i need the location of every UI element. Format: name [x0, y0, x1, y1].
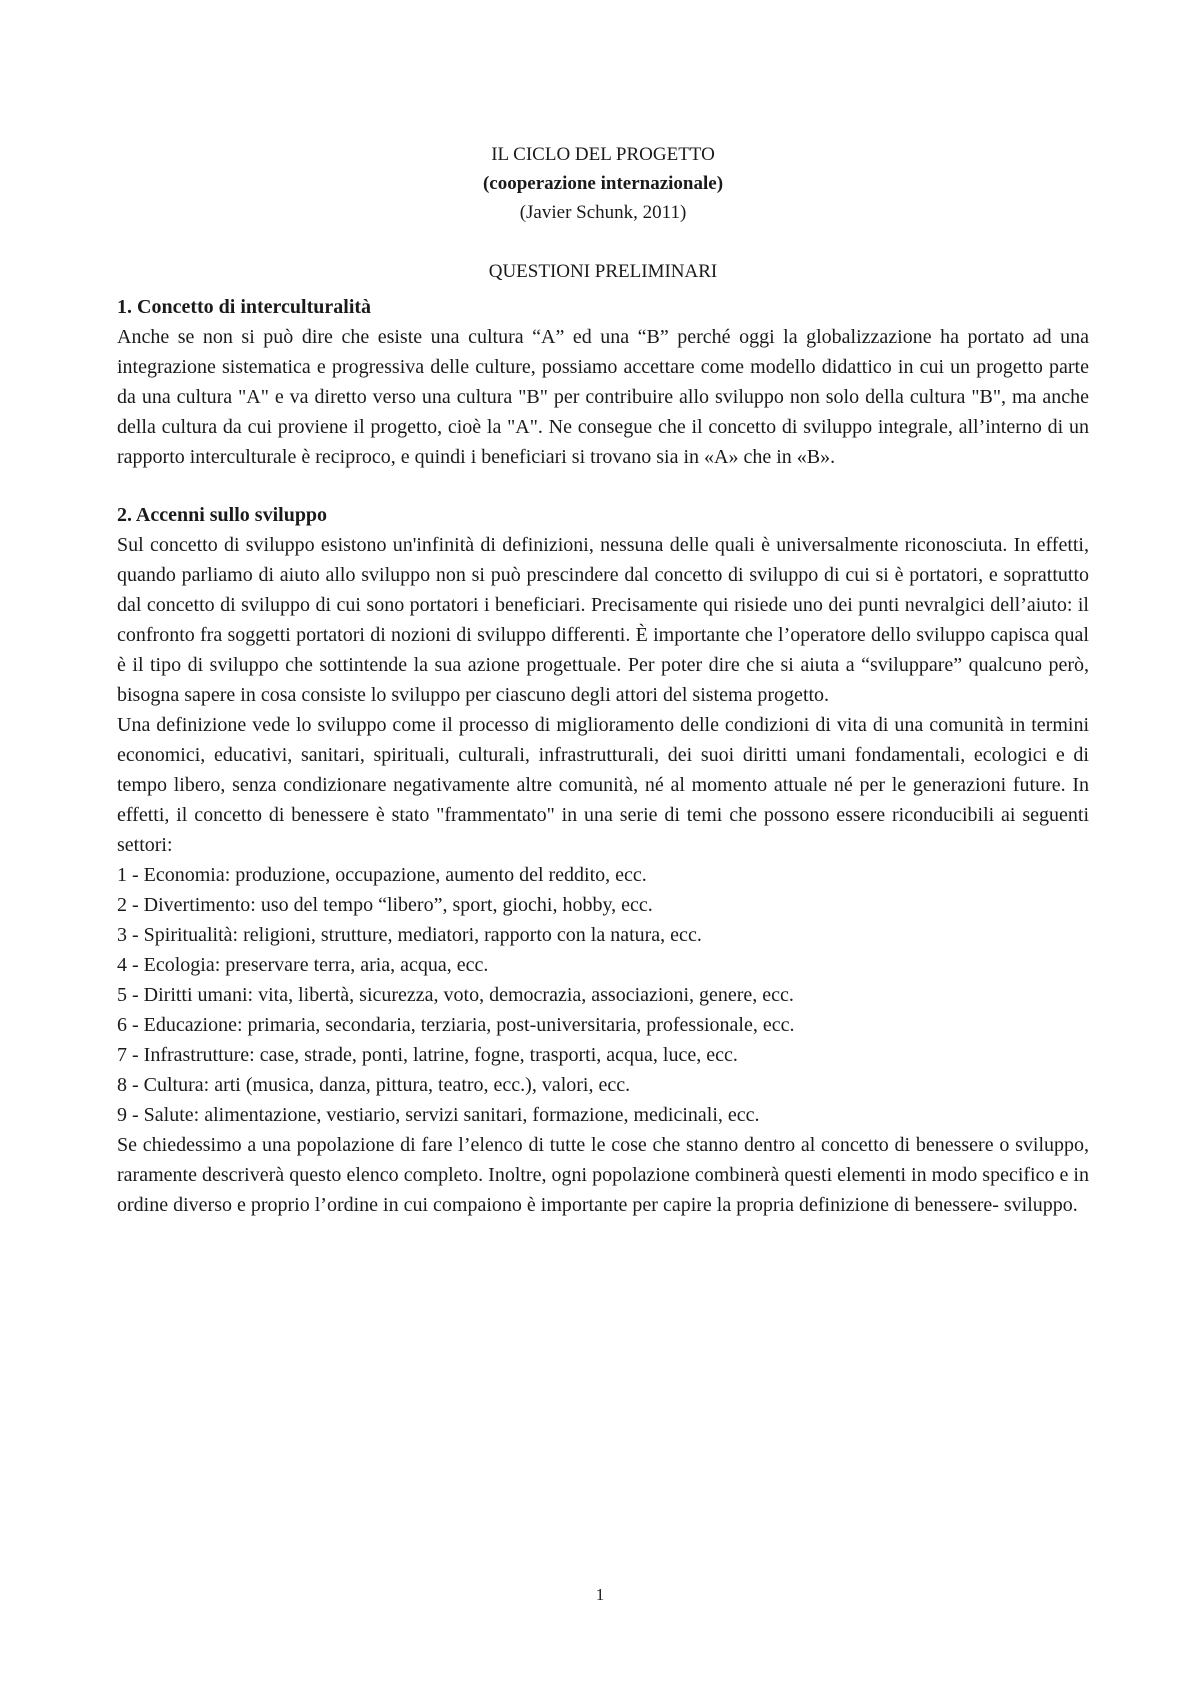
- development-sectors-list: [117, 860, 1089, 1130]
- section-2-paragraph-1: Sul concetto di sviluppo esistono un'infinità di definizioni, nessuna delle quali è universalmente riconosciuta. In effetti, quando parliamo di aiuto allo sviluppo non si può prescindere dal concetto di sviluppo di cui si è portatori, e soprattutto dal concetto di sviluppo di cui sono portatori i beneficiari. Precisamente qui risiede uno dei punti nevralgici dell’aiuto: il confronto fra soggetti portatori di nozioni di sviluppo differenti. È importante che l’operatore dello sviluppo capisca qual è il tipo di sviluppo che sottintende la sua azione progettuale. Per poter dire che si aiuta a “sviluppare” qualcuno però, bisogna sapere in cosa consiste lo sviluppo per ciascuno degli attori del sistema progetto.: [117, 534, 1089, 706]
- section-2-paragraph-2: Una definizione vede lo sviluppo come il processo di miglioramento delle condizioni di vita di una comunità in termini economici, educativi, sanitari, spirituali, culturali, infrastrutturali, dei suoi diritti umani fondamentali, ecologici e di tempo libero, senza condizionare negativamente altre comunità, né al momento attuale né per le generazioni future. In effetti, il concetto di benessere è stato "frammentato" in una serie di temi che possono essere riconducibili ai seguenti settori:: [117, 714, 1089, 856]
- list-item: 7 - Infrastrutture: case, strade, ponti, latrine, fogne, trasporti, acqua, luce, ecc.: [117, 1044, 738, 1066]
- list-item: 1 - Economia: produzione, occupazione, aumento del reddito, ecc.: [117, 864, 647, 886]
- document-author: (Javier Schunk, 2011): [519, 202, 687, 223]
- title-block: [117, 140, 1089, 227]
- main-section-title: QUESTIONI PRELIMINARI: [488, 261, 718, 282]
- section-2-closing-paragraph: Se chiedessimo a una popolazione di fare l’elenco di tutte le cose che stanno dentro al concetto di benessere o sviluppo, raramente descriverà questo elenco completo. Inoltre, ogni popolazione combinerà questi elementi in modo specifico e in ordine diverso e proprio l’ordine in cui compaiono è importante per capire la propria definizione di benessere- sviluppo.: [117, 1134, 1089, 1216]
- page-number: 1: [595, 1585, 605, 1604]
- list-item: 4 - Ecologia: preservare terra, aria, acqua, ecc.: [117, 954, 489, 976]
- section-heading-2: 2. Accenni sullo sviluppo: [117, 504, 328, 526]
- list-item: 8 - Cultura: arti (musica, danza, pittura, teatro, ecc.), valori, ecc.: [117, 1074, 631, 1096]
- list-item: 6 - Educazione: primaria, secondaria, terziaria, post-universitaria, professionale, ecc.: [117, 1014, 795, 1036]
- list-item: 5 - Diritti umani: vita, libertà, sicurezza, voto, democrazia, associazioni, genere, ecc.: [117, 984, 794, 1006]
- section-1-paragraph: Anche se non si può dire che esiste una cultura “A” ed una “B” perché oggi la globalizzazione ha portato ad una integrazione sistematica e progressiva delle culture, possiamo accettare come modello didattico in cui un progetto parte da una cultura "A" e va diretto verso una cultura "B" per contribuire allo sviluppo non solo della cultura "B", ma anche della cultura da cui proviene il progetto, cioè la "A". Ne consegue che il concetto di sviluppo integrale, all’interno di un rapporto interculturale è reciproco, e quindi i beneficiari si trovano sia in «A» che in «B».: [117, 326, 1089, 468]
- section-heading-1: 1. Concetto di interculturalità: [117, 296, 372, 318]
- list-item: 2 - Divertimento: uso del tempo “libero”, sport, giochi, hobby, ecc.: [117, 894, 653, 916]
- document-subtitle: (cooperazione internazionale): [482, 173, 724, 194]
- document-page: [117, 140, 1089, 1220]
- list-item: 3 - Spiritualità: religioni, strutture, mediatori, rapporto con la natura, ecc.: [117, 924, 702, 946]
- document-title: IL CICLO DEL PROGETTO: [491, 144, 715, 165]
- list-item: 9 - Salute: alimentazione, vestiario, servizi sanitari, formazione, medicinali, ecc.: [117, 1104, 760, 1126]
